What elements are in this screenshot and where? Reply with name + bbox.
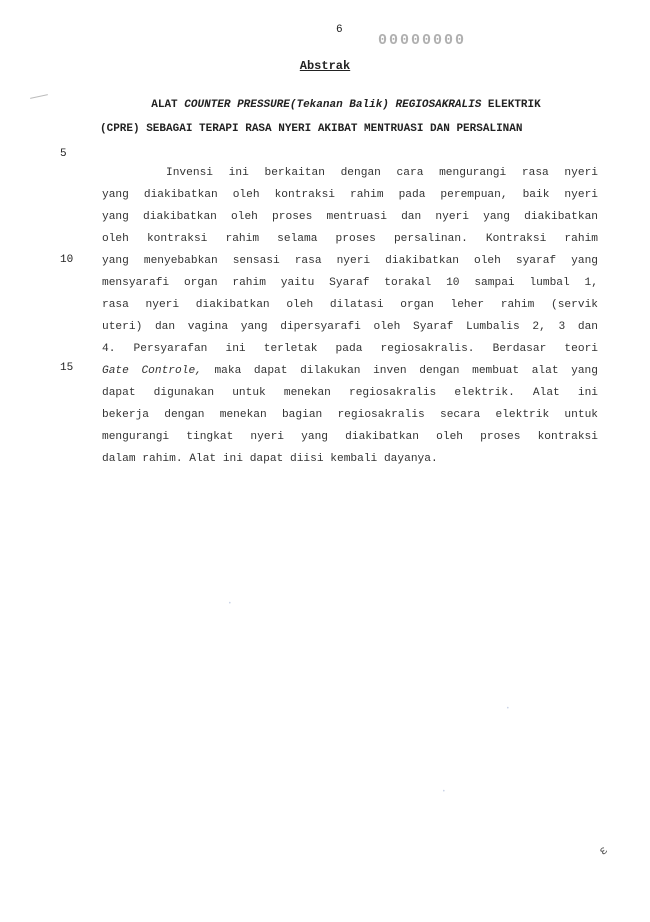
body-line-13: mengurangi tingkat nyeri yang diakibatkan oleh proses kontraksi [102, 431, 598, 443]
title-suffix: ELEKTRIK [481, 99, 541, 111]
line-number-5: 5 [60, 148, 67, 160]
body-line-6: mensyarafi organ rahim yaitu Syaraf torakal 10 sampai lumbal 1, [102, 277, 598, 289]
italic-term: Gate Controle, [102, 365, 202, 377]
scan-speck: • [442, 788, 446, 795]
margin-mark [30, 94, 48, 99]
title-line-2: (CPRE) SEBAGAI TERAPI RASA NYERI AKIBAT MENTRUASI DAN PERSALINAN [100, 123, 523, 135]
handwritten-initials: ε [596, 843, 611, 859]
document-id-stamp: 00000000 [378, 32, 467, 49]
title-italic: COUNTER PRESSURE(Tekanan Balik) REGIOSAKRALIS [184, 99, 482, 111]
title-prefix: ALAT [151, 99, 185, 111]
body-line-14: dalam rahim. Alat ini dapat diisi kembali dayanya. [102, 453, 438, 465]
title-line-1 [96, 99, 596, 111]
body-line-5: yang menyebabkan sensasi rasa nyeri diakibatkan oleh syaraf yang [102, 255, 598, 267]
body-line-4: oleh kontraksi rahim selama proses persalinan. Kontraksi rahim [102, 233, 598, 245]
scan-speck: • [506, 705, 510, 712]
body-line-10-rest: maka dapat dilakukan inven dengan membuat alat yang [214, 365, 598, 377]
scan-speck: • [228, 600, 232, 607]
page-number: 6 [336, 24, 343, 36]
body-line-8: uteri) dan vagina yang dipersyarafi oleh Syaraf Lumbalis 2, 3 dan [102, 321, 598, 333]
body-line-2: yang diakibatkan oleh kontraksi rahim pada perempuan, baik nyeri [102, 189, 598, 201]
body-line-3: yang diakibatkan oleh proses mentruasi dan nyeri yang diakibatkan [102, 211, 598, 223]
body-line-10 [102, 365, 598, 377]
body-line-7: rasa nyeri diakibatkan oleh dilatasi organ leher rahim (servik [102, 299, 598, 311]
line-number-15: 15 [60, 362, 74, 374]
body-line-12: bekerja dengan menekan bagian regiosakralis secara elektrik untuk [102, 409, 598, 421]
body-line-1: Invensi ini berkaitan dengan cara mengurangi rasa nyeri [166, 167, 598, 179]
line-number-10: 10 [60, 254, 74, 266]
body-line-11: dapat digunakan untuk menekan regiosakralis elektrik. Alat ini [102, 387, 598, 399]
abstract-heading: Abstrak [299, 59, 351, 73]
body-line-9: 4. Persyarafan ini terletak pada regiosakralis. Berdasar teori [102, 343, 598, 355]
